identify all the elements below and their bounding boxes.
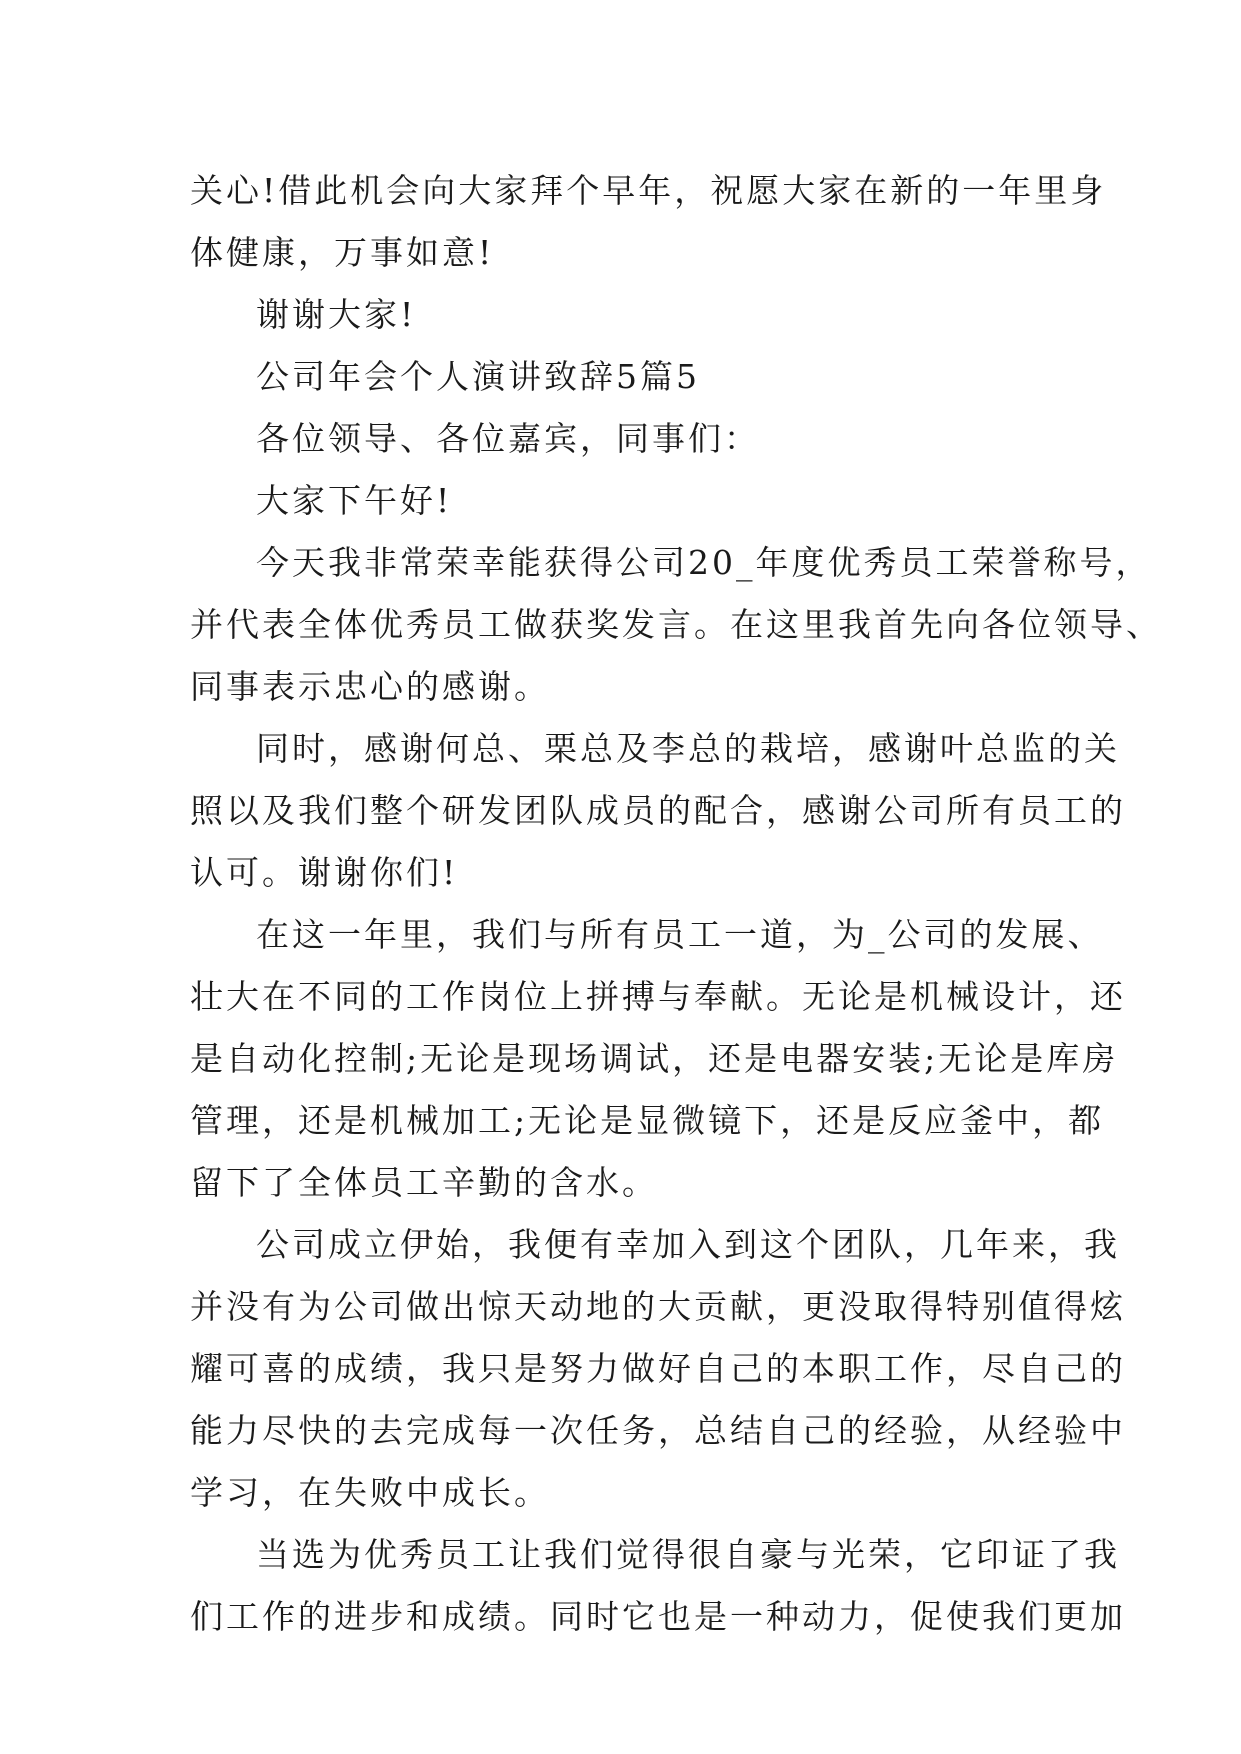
text-line: 并没有为公司做出惊天动地的大贡献，更没取得特别值得炫 (190, 1287, 1126, 1326)
text-line: 管理，还是机械加工;无论是显微镜下，还是反应釜中，都 (190, 1101, 1105, 1140)
text-line: 留下了全体员工辛勤的含水。 (190, 1163, 658, 1202)
paragraph (190, 160, 1107, 284)
text-line: 是自动化控制;无论是现场调试，还是电器安装;无论是库房 (190, 1039, 1119, 1078)
text-line: 并代表全体优秀员工做获奖发言。在这里我首先向各位领导、 (190, 605, 1162, 644)
document-body (190, 160, 1162, 1648)
paragraph (190, 408, 1060, 470)
text-line: 学习，在失败中成长。 (190, 1473, 550, 1512)
text-line: 壮大在不同的工作岗位上拼搏与奉献。无论是机械设计，还 (190, 977, 1126, 1016)
paragraph (190, 718, 1126, 904)
paragraph (190, 470, 1060, 532)
paragraph (190, 1214, 1126, 1524)
text-line: 在这一年里，我们与所有员工一道，为_公司的发展、 (256, 915, 1104, 954)
text-line: 能力尽快的去完成每一次任务，总结自己的经验，从经验中 (190, 1411, 1126, 1450)
text-line: 大家下午好! (256, 481, 453, 520)
text-line: 体健康，万事如意! (190, 233, 495, 272)
text-line: 今天我非常荣幸能获得公司20_年度优秀员工荣誉称号， (256, 543, 1152, 582)
text-line: 公司成立伊始，我便有幸加入到这个团队，几年来，我 (256, 1225, 1120, 1264)
text-line: 关心!借此机会向大家拜个早年，祝愿大家在新的一年里身 (190, 171, 1107, 210)
text-line: 当选为优秀员工让我们觉得很自豪与光荣，它印证了我 (256, 1535, 1120, 1574)
paragraph (190, 904, 1126, 1214)
paragraph (190, 284, 1060, 346)
paragraph (190, 1524, 1126, 1648)
text-line: 公司年会个人演讲致辞5篇5 (256, 357, 700, 396)
paragraph (190, 532, 1162, 718)
text-line: 同事表示忠心的感谢。 (190, 667, 550, 706)
text-line: 谢谢大家! (256, 295, 417, 334)
text-line: 认可。谢谢你们! (190, 853, 459, 892)
paragraph (190, 346, 1060, 408)
text-line: 耀可喜的成绩，我只是努力做好自己的本职工作，尽自己的 (190, 1349, 1126, 1388)
text-line: 照以及我们整个研发团队成员的配合，感谢公司所有员工的 (190, 791, 1126, 830)
text-line: 同时，感谢何总、栗总及李总的栽培，感谢叶总监的关 (256, 729, 1120, 768)
text-line: 各位领导、各位嘉宾，同事们： (256, 419, 760, 458)
text-line: 们工作的进步和成绩。同时它也是一种动力，促使我们更加 (190, 1597, 1126, 1636)
